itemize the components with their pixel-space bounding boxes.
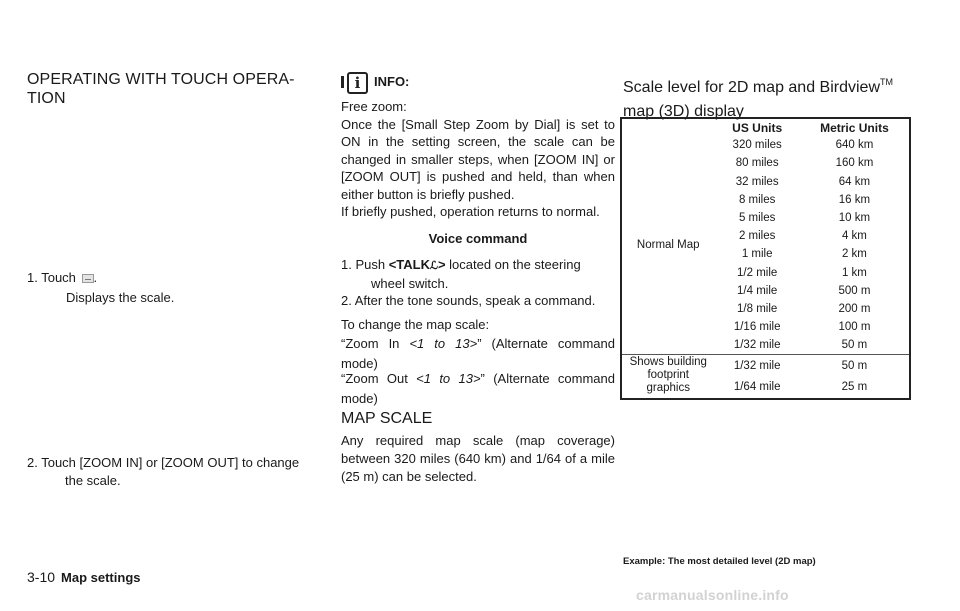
info-free-zoom-desc: Once the [Small Step Zoom by Dial] is set to ON in the setting screen, the scale can be changed in smaller steps, when [ZOOM IN] or [ZOOM OUT] is pushed and held, than when either button is briefly pushed.: [341, 116, 615, 202]
scale-table: [620, 117, 911, 400]
cell-us: 1/32 mile: [714, 354, 799, 376]
col-metric-units: Metric Units: [820, 120, 889, 135]
section-name: Map settings: [61, 570, 141, 585]
scale-icon: [82, 274, 94, 283]
info-icon: i: [341, 70, 369, 96]
table-row: [621, 354, 910, 376]
cell-metric: 50 m: [800, 354, 910, 376]
cell-us: 2 miles: [738, 230, 776, 243]
heading-line-1: OPERATING WITH TOUCH OPERA-: [27, 71, 295, 88]
group-normal-map: Normal Map: [636, 238, 700, 251]
image-caption: Example: The most detailed level (2D map): [623, 556, 816, 567]
cell-us: 1/8 mile: [737, 302, 778, 315]
table-row: [621, 136, 910, 154]
cell-us: 5 miles: [738, 212, 776, 225]
cell-us: 1/64 mile: [733, 381, 781, 394]
info-heading: [341, 70, 409, 98]
talk-key: <TALKℒ>: [388, 257, 446, 272]
zoom-in-command: “Zoom In <1 to 13>” (Alternate command mode): [341, 336, 615, 371]
watermark: carmanualsonline.info: [636, 587, 789, 603]
cell-metric: 4 km: [841, 230, 867, 243]
cell-metric: 64 km: [838, 175, 871, 188]
cell-us: 32 miles: [735, 175, 779, 188]
voice-step-2: 2. After the tone sounds, speak a command.: [341, 293, 596, 308]
cell-metric: 2 km: [841, 248, 867, 261]
section-heading-touch-operation: [27, 70, 312, 108]
cell-us: 80 miles: [735, 157, 779, 170]
cell-us: 1/16 mile: [733, 321, 781, 334]
cell-us: 1/4 mile: [737, 284, 778, 297]
cell-us: 1 mile: [741, 248, 773, 261]
step1-suffix: .: [93, 270, 98, 285]
cell-metric: 500 m: [838, 284, 871, 297]
voice-command-title: Voice command: [428, 231, 528, 246]
scale-table-heading: Scale level for 2D map and Birdview™ map (3D) display: [623, 77, 894, 120]
table-header-row: [621, 118, 910, 136]
cell-metric: 50 m: [841, 339, 868, 352]
group-building-footprint: Shows building footprint graphics: [621, 354, 714, 399]
cell-metric: 10 km: [838, 212, 871, 225]
cell-us: 1/2 mile: [737, 266, 778, 279]
talk-icon: ℒ: [430, 260, 438, 272]
step1-label: 1. Touch: [27, 270, 76, 285]
info-free-zoom: Free zoom:: [341, 99, 407, 114]
touch-step-1: [27, 269, 97, 287]
zoom-out-command: “Zoom Out <1 to 13>” (Alternate command mode): [341, 371, 615, 406]
info-label: INFO:: [374, 74, 410, 89]
map-scale-heading: MAP SCALE: [341, 410, 433, 427]
cell-metric: 100 m: [838, 321, 871, 334]
cell-metric: 200 m: [838, 302, 871, 315]
touch-step-1-description: Displays the scale.: [66, 290, 175, 305]
cell-us: 8 miles: [738, 193, 776, 206]
left-column: [27, 70, 312, 108]
heading-line-2: TION: [27, 90, 66, 107]
col-us-units: US Units: [732, 120, 783, 135]
info-body: [341, 98, 615, 221]
cell-metric: 25 m: [841, 381, 868, 394]
info-brief-push: If briefly pushed, operation returns to normal.: [341, 204, 600, 219]
cell-us: 1/32 mile: [733, 339, 781, 352]
to-change-label: To change the map scale:: [341, 317, 490, 332]
cell-us: 320 miles: [732, 139, 782, 152]
cell-metric: 640 km: [835, 139, 874, 152]
cell-metric: 16 km: [838, 193, 871, 206]
page-number: 3-10: [27, 569, 56, 585]
map-scale-body: Any required map scale (map coverage) between 320 miles (640 km) and 1/64 of a mile (25 m) can be selected.: [341, 433, 615, 484]
voice-step-1: 1. Push <TALKℒ> located on the steering wheel switch.: [341, 257, 581, 291]
touch-step-2: 2. Touch [ZOOM IN] or [ZOOM OUT] to change the scale.: [27, 455, 300, 488]
page-footer: [27, 569, 141, 585]
cell-metric: 1 km: [841, 266, 867, 279]
cell-metric: 160 km: [835, 157, 874, 170]
